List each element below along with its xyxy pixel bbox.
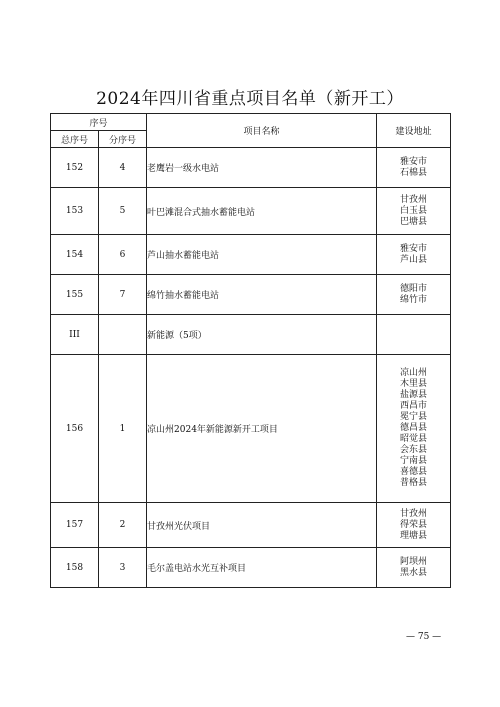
header-sub-seq: 分序号 [99,131,147,148]
header-total-seq: 总序号 [51,131,99,148]
location-line: 绵竹市 [400,294,428,305]
table-row [51,188,451,235]
cell-location [377,548,451,588]
location-line: 会东县 [400,445,428,455]
location-line: 昭觉县 [400,434,428,444]
cell-location [377,275,451,315]
cell-total-seq: 152 [51,148,99,188]
location-line: 黑水县 [400,567,428,578]
cell-project-name: 毛尔盖电站水光互补项目 [147,548,377,588]
page-title: 2024年四川省重点项目名单（新开工） [96,89,404,109]
cell-sub-seq: 6 [99,235,147,275]
location-line: 宁南县 [400,456,428,466]
location-line: 凉山州 [400,368,428,378]
location-line: 石棉县 [400,167,428,178]
header-seq-group: 序号 [51,114,147,131]
location-line: 雅安市 [400,156,428,167]
cell-total-seq: 157 [51,503,99,548]
location-line: 巴塘县 [400,216,428,227]
cell-total-seq: 153 [51,188,99,235]
cell-total-seq: 158 [51,548,99,588]
cell-sub-seq: 7 [99,275,147,315]
cell-sub-seq: 3 [99,548,147,588]
cell-total-seq: 155 [51,275,99,315]
cell-location [377,235,451,275]
location-line: 白玉县 [400,205,428,216]
table-row [51,315,451,355]
location-line: 德昌县 [400,423,428,433]
location-line: 西昌市 [400,401,428,411]
location-line: 甘孜州 [400,194,428,205]
cell-project-name: 芦山抽水蓄能电站 [147,235,377,275]
cell-total-seq: 156 [51,355,99,503]
table-row [51,548,451,588]
table-row [51,355,451,503]
project-table [50,113,451,588]
location-line: 盐源县 [400,390,428,400]
cell-location [377,355,451,503]
table-row [51,503,451,548]
location-line: 理塘县 [400,530,428,541]
cell-project-name: 新能源（5项） [147,315,377,355]
location-line: 德阳市 [400,283,428,294]
cell-sub-seq [99,315,147,355]
location-line: 雅安市 [400,243,428,254]
cell-total-seq: 154 [51,235,99,275]
location-line: 冕宁县 [400,412,428,422]
cell-sub-seq: 1 [99,355,147,503]
cell-project-name: 甘孜州光伏项目 [147,503,377,548]
table-row [51,235,451,275]
page-number: — 75 — [406,632,442,642]
table-row [51,148,451,188]
table-body [51,148,451,588]
location-line: 芦山县 [400,254,428,265]
location-line: 喜德县 [400,467,428,477]
location-line: 得荣县 [400,519,428,530]
cell-sub-seq: 5 [99,188,147,235]
location-line: 甘孜州 [400,508,428,519]
location-line: 阿坝州 [400,556,428,567]
cell-location [377,148,451,188]
cell-total-seq: III [51,315,99,355]
header-location: 建设地址 [377,114,451,148]
cell-location [377,503,451,548]
cell-project-name: 凉山州2024年新能源新开工项目 [147,355,377,503]
cell-sub-seq: 2 [99,503,147,548]
location-line: 普格县 [400,478,428,488]
cell-project-name: 老鹰岩一级水电站 [147,148,377,188]
location-line: 木里县 [400,379,428,389]
cell-project-name: 绵竹抽水蓄能电站 [147,275,377,315]
cell-sub-seq: 4 [99,148,147,188]
cell-project-name: 叶巴滩混合式抽水蓄能电站 [147,188,377,235]
header-project-name: 项目名称 [147,114,377,148]
cell-location [377,315,451,355]
table-row [51,275,451,315]
cell-location [377,188,451,235]
